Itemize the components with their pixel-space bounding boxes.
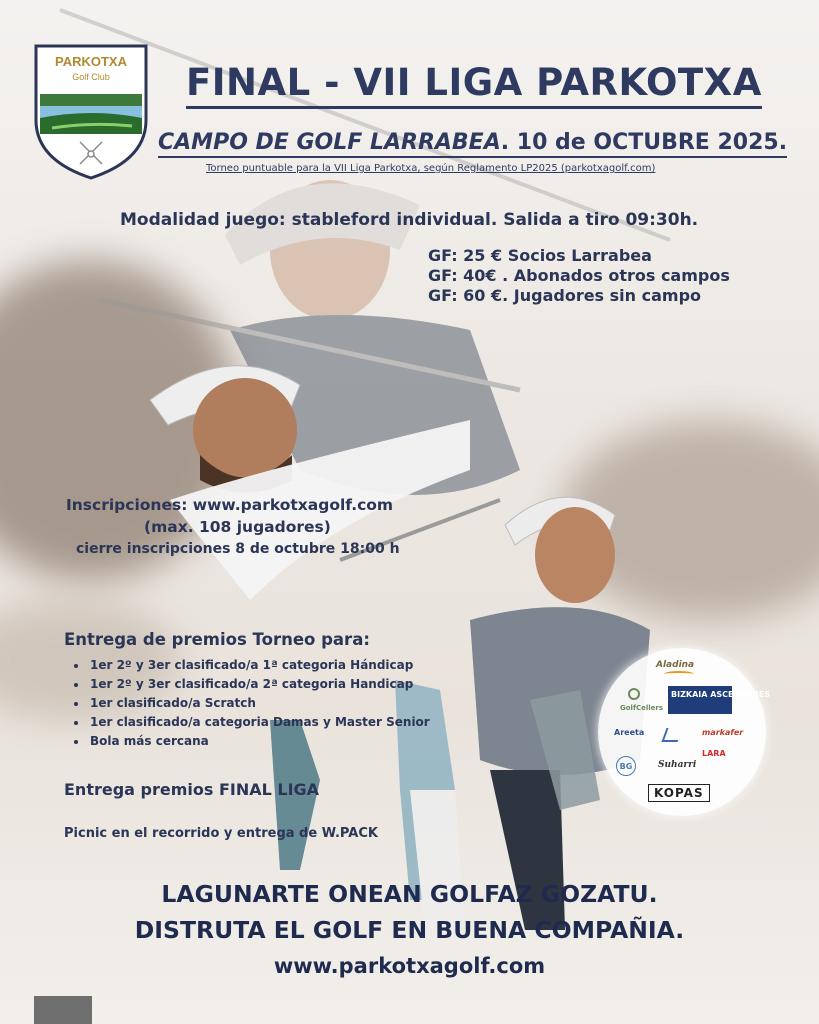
slogan-spanish: DISTRUTA EL GOLF EN BUENA COMPAÑIA.	[134, 916, 685, 944]
fee-line: GF: 60 €. Jugadores sin campo	[428, 286, 702, 305]
sponsor-bizkaia: BIZKAIA ASCENSORES	[668, 686, 732, 714]
prizes-list	[72, 656, 430, 751]
prize-item: • 1er clasificado/a categoria Damas y Master Senior	[88, 713, 430, 732]
prize-item: • 1er 2º y 3er clasificado/a 2ª categoria Handicap	[88, 675, 430, 694]
sponsor-bg: BG	[616, 756, 636, 776]
sponsor-markafer: markafer	[702, 728, 744, 737]
registration-deadline: cierre inscripciones 8 de octubre 18:00 h	[76, 541, 400, 557]
game-format: Modalidad juego: stableford individual. Salida a tiro 09:30h.	[120, 210, 699, 230]
sponsors-circle	[598, 648, 771, 816]
logo-text-line1: PARKOTXA	[55, 54, 127, 69]
venue-date-line	[158, 130, 787, 158]
sponsor-suharri: Suharri	[658, 760, 697, 770]
fee-line: GF: 25 € Socios Larrabea	[428, 246, 652, 265]
sponsor-areeta: Areeta	[614, 728, 645, 737]
sponsor-a-icon	[661, 728, 682, 742]
registration-info	[66, 494, 400, 560]
sponsor-lara: LARA	[702, 749, 726, 758]
closing-slogan	[0, 876, 819, 948]
event-date: . 10 de OCTUBRE 2025.	[500, 130, 788, 155]
corner-thumbnail	[34, 996, 92, 1024]
website-link[interactable]: www.parkotxagolf.com	[273, 954, 546, 978]
sponsor-kopas: KOPAS	[648, 784, 710, 802]
registration-line: Inscripciones: www.parkotxagolf.com	[66, 496, 394, 514]
aladina-swoosh-icon	[664, 671, 694, 677]
final-league-prizes: Entrega premios FINAL LIGA	[64, 780, 320, 799]
registration-capacity: (max. 108 jugadores)	[144, 518, 331, 536]
prize-item: • 1er 2º y 3er clasificado/a 1ª categoria Hándicap	[88, 656, 430, 675]
picnic-note: Picnic en el recorrido y entrega de W.PACK	[64, 826, 378, 841]
sponsor-aladina: Aladina	[656, 660, 695, 670]
venue-name: CAMPO DE GOLF LARRABEA	[158, 130, 501, 155]
prizes-heading: Entrega de premios Torneo para:	[64, 630, 370, 649]
green-fees	[428, 246, 730, 306]
golfcellers-g-icon	[628, 688, 640, 700]
parkotxa-logo	[32, 42, 150, 182]
sponsor-golfcellers: GolfCellers	[620, 704, 664, 712]
slogan-basque: LAGUNARTE ONEAN GOLFAZ GOZATU.	[161, 880, 658, 908]
fee-line: GF: 40€ . Abonados otros campos	[428, 266, 730, 285]
prize-item: • 1er clasificado/a Scratch	[88, 694, 430, 713]
prize-item: • Bola más cercana	[88, 732, 430, 751]
poster-title: FINAL - VII LIGA PARKOTXA	[186, 62, 762, 109]
league-note: Torneo puntuable para la VII Liga Parkotxa, según Reglamento LP2025 (parkotxagolf.com)	[206, 163, 656, 174]
logo-text-line2: Golf Club	[72, 72, 110, 82]
